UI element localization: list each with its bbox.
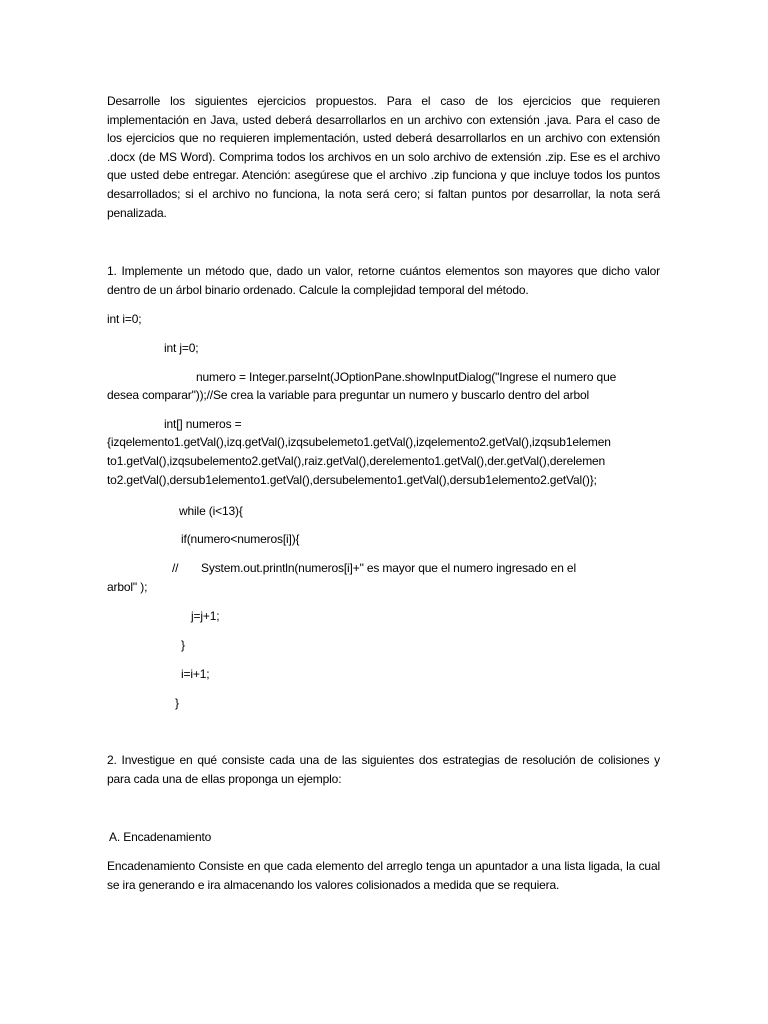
section-a-body: Encadenamiento Consiste en que cada elemento del arreglo tenga un apuntador a una lista ligada, la cual se ira generando e ira almacenando los valores colisionados a medida que se requiera. — [107, 859, 660, 892]
question-2: 2. Investigue en qué consiste cada una de las siguientes dos estrategias de resolución de colisiones y para cada una de ellas proponga un ejemplo: — [107, 753, 660, 786]
code-line-14: } — [181, 638, 185, 652]
code-line-10: if(numero<numeros[i]){ — [181, 532, 300, 546]
code-line-4: desea comparar"));//Se crea la variable para preguntar un numero y buscarlo dentro del arbol — [107, 388, 590, 402]
code-line-2: int j=0; — [164, 341, 199, 355]
intro-paragraph: Desarrolle los siguientes ejercicios propuestos. Para el caso de los ejercicios que requieren implementación en Java, usted deberá desarrollarlos en un archivo con extensión .java. Para el caso de los ejercicios que no requieren implementación, usted deberá desarrollarlos en un archivo con extensión .docx (de MS Word). Comprima todos los archivos en un solo archivo de extensión .zip. Ese es el archivo que usted debe entregar. Atención: asegúrese que el archivo .zip funciona y que incluye todos los puntos desarrollados; si el archivo no funciona, la nota será cero; si faltan puntos por desarrollar, la nota será penalizada. — [107, 94, 660, 220]
code-line-16: } — [175, 696, 179, 710]
code-line-7: to1.getVal(),izqsubelemento2.getVal(),raiz.getVal(),derelemento1.getVal(),der.getVal(),derelemen — [107, 454, 606, 468]
code-line-5: int[] numeros = — [164, 417, 242, 431]
section-a-title: A. Encadenamiento — [109, 830, 212, 844]
code-comment-marker: // — [172, 561, 179, 575]
code-line-15: i=i+1; — [181, 667, 210, 681]
question-1: 1. Implemente un método que, dado un valor, retorne cuántos elementos son mayores que dicho valor dentro de un árbol binario ordenado. Calcule la complejidad temporal del método. — [107, 264, 660, 297]
code-line-1: int i=0; — [107, 312, 142, 326]
code-line-9: while (i<13){ — [179, 504, 243, 518]
code-line-6: {izqelemento1.getVal(),izq.getVal(),izqsubelemeto1.getVal(),izqelemento2.getVal(),izqsub1elemen — [107, 435, 611, 449]
code-line-13: j=j+1; — [191, 609, 220, 623]
code-line-12: arbol" ); — [107, 580, 148, 594]
code-line-8: to2.getVal(),dersub1elemento1.getVal(),dersubelemento1.getVal(),dersub1elemento2.getVal()}; — [107, 473, 597, 487]
code-line-11: System.out.println(numeros[i]+" es mayor que el numero ingresado en el — [201, 561, 576, 575]
code-line-3: numero = Integer.parseInt(JOptionPane.showInputDialog("Ingrese el numero que — [196, 370, 617, 384]
